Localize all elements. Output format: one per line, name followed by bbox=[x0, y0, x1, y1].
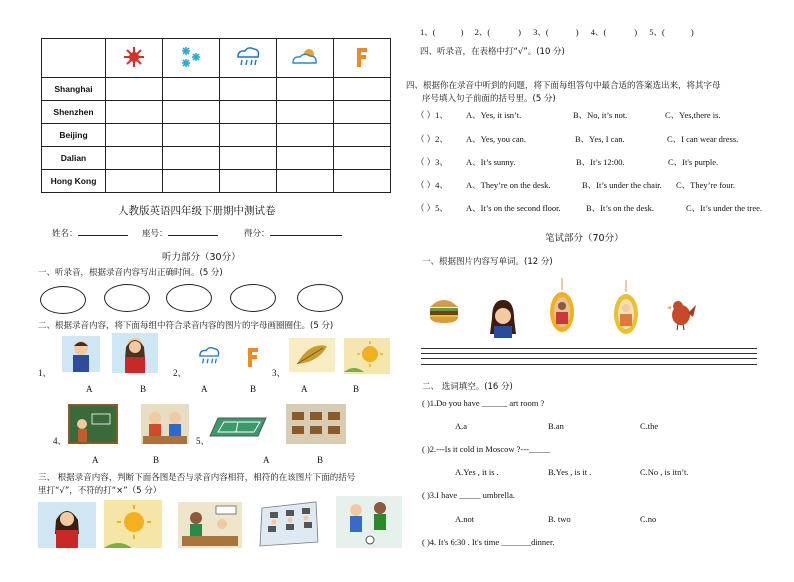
rainy-icon bbox=[220, 39, 277, 78]
item-number: 4、 bbox=[53, 436, 67, 446]
hamburger-picture bbox=[428, 295, 460, 327]
seat-field[interactable] bbox=[168, 235, 218, 236]
option-b[interactable]: B bbox=[317, 455, 324, 465]
choice-num[interactable]: （ ）3、 bbox=[416, 157, 448, 167]
table-cell[interactable] bbox=[106, 170, 163, 193]
score-label: 得分： bbox=[244, 228, 270, 238]
score-field[interactable] bbox=[270, 235, 342, 236]
answer-slot-1[interactable]: 1、( bbox=[420, 27, 436, 37]
table-cell[interactable] bbox=[106, 147, 163, 170]
option-a[interactable]: A bbox=[201, 384, 208, 394]
table-corner bbox=[42, 39, 106, 78]
choice-a: A、Yes, you can. bbox=[466, 134, 527, 144]
table-cell[interactable] bbox=[220, 147, 277, 170]
photo-frame-picture bbox=[548, 278, 576, 336]
table-cell[interactable] bbox=[220, 101, 277, 124]
fill-option-c: C.no bbox=[640, 514, 657, 524]
table-cell[interactable] bbox=[277, 124, 334, 147]
table-cell[interactable] bbox=[163, 147, 220, 170]
table-cell[interactable] bbox=[277, 147, 334, 170]
rainy-icon bbox=[196, 346, 222, 368]
seat-label: 座号： bbox=[142, 228, 168, 238]
table-cell[interactable] bbox=[277, 101, 334, 124]
computer-lab-picture bbox=[256, 496, 322, 550]
fill-question-4[interactable]: ( )4. It's 6:30 . It's time _______dinner. bbox=[422, 537, 555, 547]
written-part2: 二、 选词填空。(16 分) bbox=[422, 382, 513, 392]
fill-option-a: A.a bbox=[455, 421, 468, 431]
playground-picture bbox=[336, 496, 402, 548]
choice-num[interactable]: （ ）1、 bbox=[416, 110, 448, 120]
writing-line[interactable] bbox=[421, 364, 757, 365]
sunny-icon bbox=[106, 39, 163, 78]
table-cell[interactable] bbox=[163, 101, 220, 124]
option-b[interactable]: B bbox=[140, 384, 147, 394]
close-paren: ) bbox=[690, 27, 694, 37]
fill-option-b: B.an bbox=[548, 421, 564, 431]
choice-c: C、They’re four. bbox=[676, 180, 736, 190]
leaf-picture bbox=[289, 338, 335, 372]
option-b[interactable]: B bbox=[153, 455, 160, 465]
option-b[interactable]: B bbox=[353, 384, 360, 394]
table-cell[interactable] bbox=[334, 147, 391, 170]
answer-slot-5[interactable]: 5、( bbox=[649, 27, 665, 37]
snowy-icon bbox=[163, 39, 220, 78]
fill-question-1[interactable]: ( )1.Do you have ______ art room ? bbox=[422, 398, 545, 408]
writing-line[interactable] bbox=[421, 348, 757, 349]
option-b[interactable]: B bbox=[250, 384, 257, 394]
sun-picture bbox=[104, 500, 162, 548]
basketball-court-picture bbox=[208, 414, 268, 440]
choice-num[interactable]: （ ）4、 bbox=[416, 180, 448, 190]
written-heading: 笔试部分（70分） bbox=[545, 233, 624, 244]
table-cell[interactable] bbox=[106, 78, 163, 101]
table-cell[interactable] bbox=[163, 78, 220, 101]
girl-picture bbox=[38, 502, 96, 548]
part4-heading: 四、听录音，在表格中打“√”。(10 分) bbox=[420, 47, 565, 57]
item-number: 1、 bbox=[38, 368, 52, 378]
fill-option-a: A.not bbox=[455, 514, 475, 524]
listening-part1: 一、听录音，根据录音内容写出正确时间。(5 分) bbox=[38, 268, 223, 278]
exam-title: 人教版英语四年级下册期中测试卷 bbox=[118, 205, 276, 217]
table-cell[interactable] bbox=[334, 101, 391, 124]
answer-row bbox=[420, 26, 694, 38]
option-a[interactable]: A bbox=[92, 455, 99, 465]
city-hong-kong: Hong Kong bbox=[42, 170, 106, 193]
table-cell[interactable] bbox=[220, 170, 277, 193]
item-number: 3、 bbox=[272, 368, 286, 378]
table-cell[interactable] bbox=[334, 124, 391, 147]
listening-part3-line1: 三、 根据录音内容，判断下面各图是否与录音内容相符，相符的在该图片下面的括号 bbox=[38, 473, 356, 483]
listening-part2: 二、根据录音内容，将下面每组中符合录音内容的图片的字母画圈圈住。(5 分) bbox=[38, 321, 334, 331]
table-cell[interactable] bbox=[334, 78, 391, 101]
option-a[interactable]: A bbox=[301, 384, 308, 394]
written-part1: 一、根据图片内容写单词。(12 分) bbox=[422, 257, 553, 267]
fill-option-c: C.the bbox=[640, 421, 659, 431]
answer-slot-2[interactable]: 2、( bbox=[474, 27, 491, 37]
choice-a: A、It’s on the second floor. bbox=[466, 203, 561, 213]
blackboard-picture bbox=[68, 404, 118, 444]
boy-picture bbox=[62, 336, 100, 372]
table-cell[interactable] bbox=[334, 170, 391, 193]
fill-option-a: A.Yes , it is . bbox=[455, 467, 499, 477]
city-shenzhen: Shenzhen bbox=[42, 101, 106, 124]
windy-icon bbox=[246, 346, 260, 370]
close-paren: ) bbox=[518, 27, 521, 37]
choice-num[interactable]: （ ）2、 bbox=[416, 134, 448, 144]
name-field[interactable] bbox=[78, 235, 128, 236]
girl-picture bbox=[112, 333, 158, 373]
bird-picture bbox=[666, 297, 696, 333]
part5-line2: 序号填入句子前面的括号里。(5 分) bbox=[422, 94, 556, 104]
choice-b: B、Yes, I can. bbox=[575, 134, 625, 144]
table-cell[interactable] bbox=[163, 170, 220, 193]
girl-head-picture bbox=[486, 298, 520, 340]
listening-part3-line2: 里打“√”，不符的打“×”（5 分） bbox=[38, 486, 162, 496]
table-cell[interactable] bbox=[106, 124, 163, 147]
close-paren: ) bbox=[575, 27, 579, 37]
table-cell[interactable] bbox=[277, 170, 334, 193]
fill-option-b: B. two bbox=[548, 514, 571, 524]
weather-table bbox=[41, 38, 391, 193]
option-a[interactable]: A bbox=[263, 455, 270, 465]
listening-heading: 听力部分（30分） bbox=[162, 252, 241, 263]
choice-b: B、No, it’s not. bbox=[573, 110, 628, 120]
choice-a: A、Yes, it isn’t. bbox=[466, 110, 522, 120]
choice-c: C、It’s under the tree. bbox=[686, 203, 763, 213]
name-label: 姓名： bbox=[52, 228, 78, 238]
time-answer-oval[interactable] bbox=[104, 284, 150, 312]
table-cell[interactable] bbox=[277, 78, 334, 101]
time-answer-oval[interactable] bbox=[230, 284, 276, 312]
choice-c: C、It's purple. bbox=[668, 157, 719, 167]
answer-slot-3[interactable]: 3、( bbox=[533, 27, 549, 37]
answer-slot-4[interactable]: 4、( bbox=[590, 27, 607, 37]
time-answer-oval[interactable] bbox=[297, 284, 343, 312]
item-number: 5、 bbox=[196, 436, 210, 446]
windy-icon bbox=[334, 39, 391, 78]
option-a[interactable]: A bbox=[86, 384, 93, 394]
city-beijing: Beijing bbox=[42, 124, 106, 147]
table-cell[interactable] bbox=[220, 78, 277, 101]
close-paren: ) bbox=[634, 27, 638, 37]
writing-line[interactable] bbox=[421, 353, 757, 354]
choice-b: B、It’s 12:00. bbox=[576, 157, 625, 167]
classroom-picture bbox=[286, 404, 346, 444]
choice-b: B、It’s on the desk. bbox=[586, 203, 654, 213]
computer-room-picture bbox=[178, 502, 242, 548]
city-dalian: Dalian bbox=[42, 147, 106, 170]
choice-a: A、They’re on the desk. bbox=[466, 180, 551, 190]
choice-a: A、It’s sunny. bbox=[466, 157, 516, 167]
table-cell[interactable] bbox=[220, 124, 277, 147]
choice-c: C、Yes,there is. bbox=[665, 110, 721, 120]
choice-b: B、It’s under the chair. bbox=[582, 180, 662, 190]
sun-picture bbox=[344, 338, 390, 374]
fill-question-3[interactable]: ( )3.I have _____ umbrella. bbox=[422, 490, 515, 500]
writing-line[interactable] bbox=[421, 358, 757, 359]
choice-num[interactable]: （ ）5、 bbox=[416, 203, 448, 213]
fill-option-b: B.Yes , is it . bbox=[548, 467, 592, 477]
cloudy-icon bbox=[277, 39, 334, 78]
students-picture bbox=[141, 404, 189, 444]
city-shanghai: Shanghai bbox=[42, 78, 106, 101]
choice-c: C、I can wear dress. bbox=[667, 134, 739, 144]
time-answer-oval[interactable] bbox=[40, 286, 86, 314]
part5-line1: 四、根据你在录音中听到的问题，将下面每组答句中最合适的答案选出来，将其字母 bbox=[406, 81, 721, 91]
photo-frame-picture bbox=[612, 280, 640, 338]
table-cell[interactable] bbox=[163, 124, 220, 147]
fill-question-2[interactable]: ( )2.---Is it cold in Moscow ?---_____ bbox=[422, 444, 551, 454]
fill-option-c: C.No , is itn’t. bbox=[640, 467, 689, 477]
item-number: 2、 bbox=[173, 368, 187, 378]
table-cell[interactable] bbox=[106, 101, 163, 124]
time-answer-oval[interactable] bbox=[166, 284, 212, 312]
close-paren: ) bbox=[460, 27, 464, 37]
